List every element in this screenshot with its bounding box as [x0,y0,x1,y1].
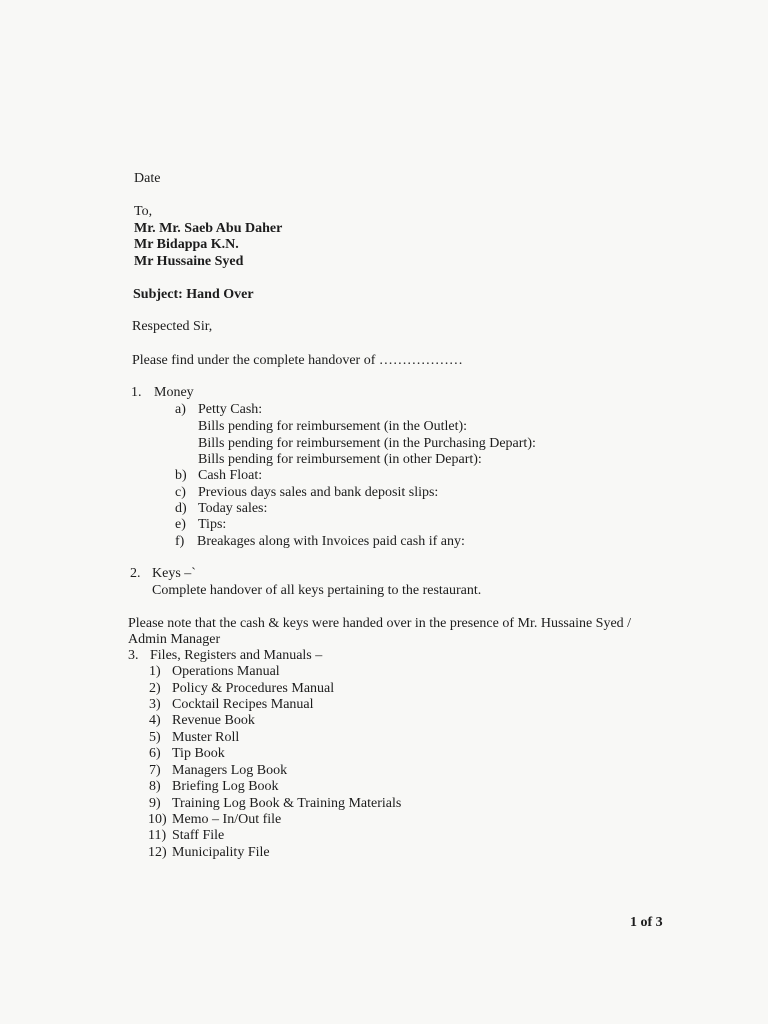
list-item: Tips: [198,517,227,532]
list-item: Operations Manual [172,664,280,679]
list-item: Cocktail Recipes Manual [172,697,314,712]
section-title: Money [154,385,194,400]
list-marker: e) [175,517,186,532]
page-number: 1 of 3 [630,915,663,930]
list-marker: 9) [149,796,161,811]
list-item: Managers Log Book [172,763,288,778]
list-marker: 8) [149,779,161,794]
list-item: Previous days sales and bank deposit slips: [198,485,439,500]
section-title: Files, Registers and Manuals – [150,648,323,663]
salutation: Respected Sir, [132,319,213,334]
list-marker: 10) [148,812,167,827]
list-item: Muster Roll [172,730,240,745]
list-item: Staff File [172,828,225,843]
note-text: Admin Manager [128,632,221,647]
intro-text: Please find under the complete handover of ……………… [132,353,463,368]
list-item: Bills pending for reimbursement (in the Purchasing Depart): [198,436,536,451]
list-item: Bills pending for reimbursement (in other Depart): [198,452,482,467]
list-marker: 2) [149,681,161,696]
list-marker: 4) [149,713,161,728]
list-item: Tip Book [172,746,225,761]
list-marker: 6) [149,746,161,761]
list-item: Memo – In/Out file [172,812,282,827]
section-detail: Complete handover of all keys pertaining to the restaurant. [152,583,482,598]
recipient-name: Mr Hussaine Syed [134,254,244,269]
list-item: Briefing Log Book [172,779,279,794]
date-label: Date [134,171,161,186]
list-item: Training Log Book & Training Materials [172,796,402,811]
list-item: Bills pending for reimbursement (in the Outlet): [198,419,468,434]
section-number: 2. [130,566,141,581]
list-marker: 11) [148,828,167,843]
list-item: Today sales: [198,501,268,516]
list-item: Revenue Book [172,713,255,728]
list-marker: a) [175,402,186,417]
list-marker: 12) [148,845,167,860]
list-marker: 3) [149,697,161,712]
recipient-name: Mr. Mr. Saeb Abu Daher [134,221,283,236]
list-item: Petty Cash: [198,402,263,417]
list-item: Breakages along with Invoices paid cash if any: [197,534,465,549]
list-item: Policy & Procedures Manual [172,681,335,696]
to-label: To, [134,204,153,219]
list-marker: c) [175,485,186,500]
list-marker: 1) [149,664,161,679]
list-marker: 7) [149,763,161,778]
list-marker: f) [175,534,185,549]
note-text: Please note that the cash & keys were handed over in the presence of Mr. Hussaine Syed / [128,616,632,631]
section-title: Keys –` [152,566,196,581]
list-item: Cash Float: [198,468,263,483]
list-marker: 5) [149,730,161,745]
recipient-name: Mr Bidappa K.N. [134,237,239,252]
section-number: 3. [128,648,139,663]
list-marker: b) [175,468,187,483]
subject-line: Subject: Hand Over [133,287,254,302]
list-marker: d) [175,501,187,516]
section-number: 1. [131,385,142,400]
list-item: Municipality File [172,845,270,860]
